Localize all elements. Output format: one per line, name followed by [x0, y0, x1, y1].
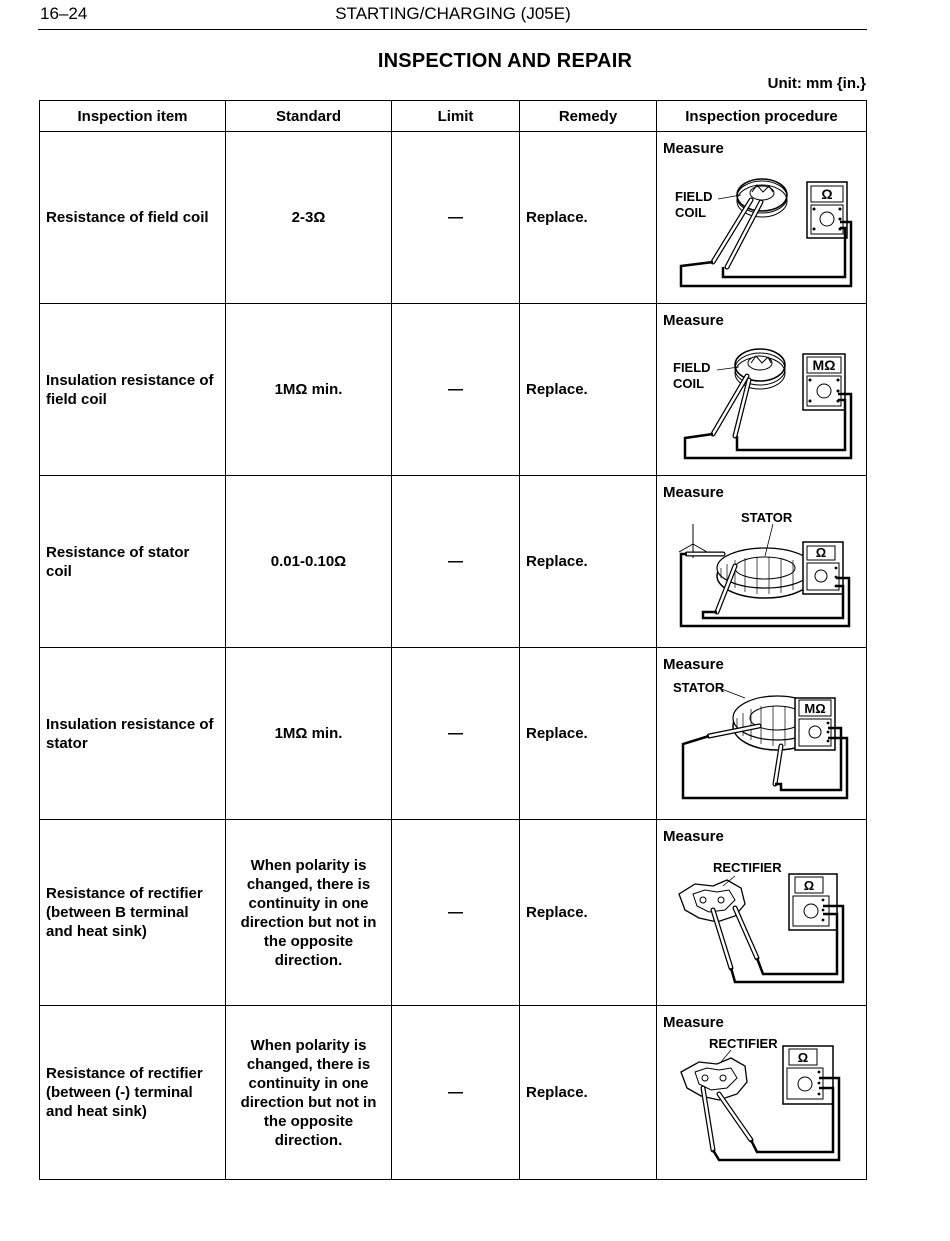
limit-value: —	[392, 648, 520, 820]
inspection-item: Insulation resistance of stator	[40, 648, 226, 820]
field-coil-megohmmeter-figure	[665, 334, 859, 466]
inspection-procedure	[657, 1006, 867, 1180]
header-rule	[38, 29, 867, 30]
figure-label: RECTIFIER	[713, 860, 782, 875]
meter-symbol: MΩ	[812, 357, 836, 373]
meter-symbol: Ω	[797, 1050, 809, 1065]
stator-megohmmeter-figure	[665, 678, 859, 810]
procedure-label: Measure	[663, 140, 724, 157]
limit-value: —	[392, 132, 520, 304]
column-header-standard: Standard	[226, 101, 392, 132]
procedure-label: Measure	[663, 484, 724, 501]
inspection-table	[39, 100, 867, 1180]
procedure-label: Measure	[663, 1014, 724, 1031]
meter-symbol: Ω	[821, 186, 833, 202]
inspection-procedure	[657, 476, 867, 648]
standard-value: When polarity is changed, there is continuity in one direction but not in the opposite direction.	[226, 1006, 392, 1180]
figure-label: FIELD	[673, 360, 711, 375]
standard-value: 2-3Ω	[226, 132, 392, 304]
section-title: INSPECTION AND REPAIR	[377, 50, 633, 72]
procedure-label: Measure	[663, 312, 724, 329]
table-row	[40, 648, 867, 820]
standard-value: 1MΩ min.	[226, 304, 392, 476]
standard-value: 1MΩ min.	[226, 648, 392, 820]
figure-label: COIL	[675, 205, 707, 220]
rectifier-b-terminal-figure	[665, 850, 859, 1000]
limit-value: —	[392, 476, 520, 648]
inspection-item: Resistance of stator coil	[40, 476, 226, 648]
stator-ohmmeter-figure	[665, 506, 859, 638]
inspection-procedure	[657, 648, 867, 820]
field-coil-ohmmeter-figure	[665, 162, 859, 294]
meter-symbol: Ω	[803, 878, 815, 893]
limit-value: —	[392, 304, 520, 476]
table-row	[40, 1006, 867, 1180]
procedure-label: Measure	[663, 828, 724, 845]
remedy-value: Replace.	[520, 132, 657, 304]
inspection-procedure	[657, 820, 867, 1006]
standard-value: 0.01-0.10Ω	[226, 476, 392, 648]
page-number: 16–24	[40, 4, 88, 23]
table-row	[40, 132, 867, 304]
table-header-row	[40, 101, 867, 132]
figure-label: RECTIFIER	[709, 1036, 778, 1051]
inspection-item: Insulation resistance of field coil	[40, 304, 226, 476]
inspection-item: Resistance of rectifier (between (-) terminal and heat sink)	[40, 1006, 226, 1180]
meter-symbol: Ω	[815, 545, 827, 560]
limit-value: —	[392, 820, 520, 1006]
inspection-procedure	[657, 132, 867, 304]
remedy-value: Replace.	[520, 476, 657, 648]
remedy-value: Replace.	[520, 304, 657, 476]
standard-value: When polarity is changed, there is continuity in one direction but not in the opposite direction.	[226, 820, 392, 1006]
limit-value: —	[392, 1006, 520, 1180]
figure-label: COIL	[673, 376, 705, 391]
remedy-value: Replace.	[520, 1006, 657, 1180]
table-row	[40, 476, 867, 648]
unit-note: Unit: mm {in.}	[767, 75, 866, 92]
running-title: STARTING/CHARGING (J05E)	[335, 4, 571, 23]
column-header-inspection-item: Inspection item	[40, 101, 226, 132]
inspection-procedure	[657, 304, 867, 476]
column-header-inspection-procedure: Inspection procedure	[657, 101, 867, 132]
table-row	[40, 820, 867, 1006]
remedy-value: Replace.	[520, 820, 657, 1006]
figure-label: FIELD	[675, 189, 713, 204]
column-header-remedy: Remedy	[520, 101, 657, 132]
table-row	[40, 304, 867, 476]
remedy-value: Replace.	[520, 648, 657, 820]
figure-label: STATOR	[741, 510, 793, 525]
meter-symbol: MΩ	[804, 701, 826, 716]
rectifier-negative-terminal-figure	[665, 1036, 859, 1174]
page-header	[40, 4, 866, 30]
inspection-item: Resistance of rectifier (between B terminal and heat sink)	[40, 820, 226, 1006]
inspection-item: Resistance of field coil	[40, 132, 226, 304]
procedure-label: Measure	[663, 656, 724, 673]
figure-label: STATOR	[673, 680, 725, 695]
column-header-limit: Limit	[392, 101, 520, 132]
